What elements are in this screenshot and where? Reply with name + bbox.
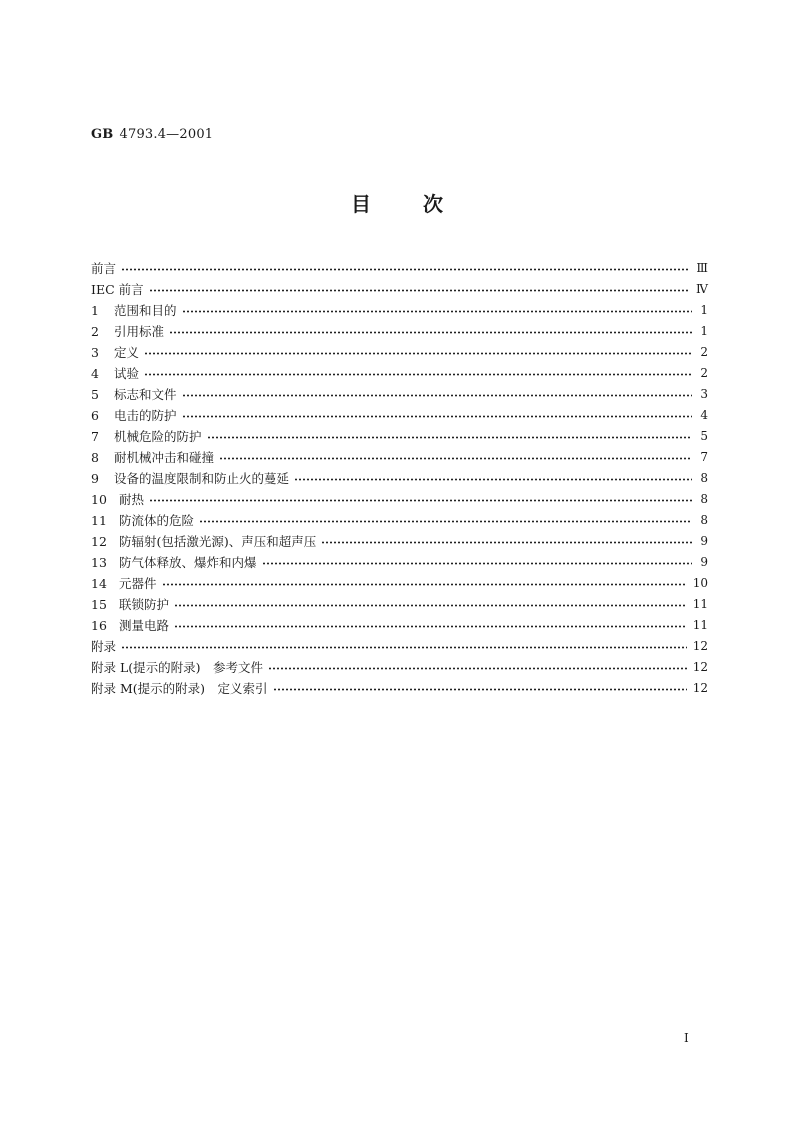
toc-entry-number: 10: [91, 492, 107, 507]
toc-leader-dots: [169, 331, 692, 334]
toc-entry-page: 4: [700, 408, 708, 422]
toc-entry-label: 耐机械冲击和碰撞: [114, 450, 215, 465]
toc-entry-number: 14: [91, 576, 107, 591]
toc-entry[interactable]: [91, 384, 708, 405]
toc-leader-dots: [273, 688, 687, 691]
toc-leader-dots: [144, 352, 692, 355]
toc-entry-label: 定义: [114, 345, 140, 360]
toc-entry-page: 1: [700, 303, 708, 317]
toc-entry[interactable]: [91, 321, 708, 342]
toc-leader-dots: [182, 310, 692, 313]
toc-entry-page: 12: [692, 660, 708, 674]
toc-leader-dots: [121, 268, 690, 271]
toc-entry-label: 范围和目的: [114, 303, 177, 318]
toc-entry-page: 9: [700, 534, 708, 548]
toc-entry-label: 元器件: [119, 576, 157, 591]
toc-leader-dots: [182, 415, 692, 418]
toc-entry-number: 13: [91, 555, 107, 570]
toc-entry-page: 2: [700, 366, 708, 380]
toc-leader-dots: [321, 541, 692, 544]
toc-entry-number: 15: [91, 597, 107, 612]
toc-entry-label: 联锁防护: [119, 597, 170, 612]
toc-entry-label: 耐热: [119, 492, 145, 507]
toc-entry-label: IEC 前言: [91, 282, 144, 297]
toc-entry[interactable]: [91, 300, 708, 321]
toc-leader-dots: [174, 604, 687, 607]
toc-entry-label: 引用标准: [114, 324, 165, 339]
toc-entry-label: 附录: [91, 639, 117, 654]
toc-entry[interactable]: [91, 405, 708, 426]
toc-entry-page: 7: [700, 450, 708, 464]
toc-entry-page: 10: [692, 576, 708, 590]
page-number: I: [684, 1031, 689, 1045]
toc-entry-number: 1: [91, 303, 99, 318]
toc-entry[interactable]: [91, 342, 708, 363]
toc-leader-dots: [121, 646, 687, 649]
toc-entry-label: 附录 L(提示的附录) 参考文件: [91, 660, 264, 675]
toc-entry-page: 12: [692, 681, 708, 695]
toc-entry[interactable]: [91, 594, 708, 615]
toc-leader-dots: [207, 436, 692, 439]
toc-leader-dots: [149, 289, 690, 292]
toc-entry[interactable]: [91, 258, 708, 279]
toc-entry-number: 2: [91, 324, 99, 339]
toc-entry-page: 9: [700, 555, 708, 569]
toc-entry-page: 5: [700, 429, 708, 443]
toc-entry-label: 防气体释放、爆炸和内爆: [119, 555, 257, 570]
toc-entry-label: 防流体的危险: [119, 513, 195, 528]
toc-leader-dots: [199, 520, 692, 523]
toc-entry[interactable]: [91, 279, 708, 300]
toc-leader-dots: [174, 625, 687, 628]
toc-entry-page: 11: [692, 618, 708, 632]
toc-leader-dots: [262, 562, 692, 565]
toc-leader-dots: [144, 373, 692, 376]
toc-entry[interactable]: [91, 615, 708, 636]
standard-prefix: GB: [91, 127, 114, 142]
toc-entry-label: 标志和文件: [114, 387, 177, 402]
toc-leader-dots: [182, 394, 692, 397]
standard-number: 4793.4—2001: [119, 127, 214, 142]
toc-entry-label: 电击的防护: [114, 408, 177, 423]
toc-entry-label: 前言: [91, 261, 117, 276]
toc-entry-page: 8: [700, 471, 708, 485]
toc-entry-number: 6: [91, 408, 99, 423]
toc-leader-dots: [149, 499, 692, 502]
toc-leader-dots: [294, 478, 692, 481]
toc-entry-page: 2: [700, 345, 708, 359]
toc-entry[interactable]: [91, 489, 708, 510]
toc-entry-number: 12: [91, 534, 107, 549]
toc-entry-number: 11: [91, 513, 107, 528]
toc-entry[interactable]: [91, 636, 708, 657]
toc-entry[interactable]: [91, 678, 708, 699]
toc-entry[interactable]: [91, 573, 708, 594]
toc-entry-number: 5: [91, 387, 99, 402]
toc-entry[interactable]: [91, 426, 708, 447]
toc-entry-label: 防辐射(包括激光源)、声压和超声压: [119, 534, 317, 549]
toc-leader-dots: [219, 457, 692, 460]
table-of-contents: [91, 258, 708, 699]
toc-entry-page: 1: [700, 324, 708, 338]
toc-entry-number: 16: [91, 618, 107, 633]
toc-entry-page: 11: [692, 597, 708, 611]
toc-entry-page: Ⅳ: [696, 282, 708, 296]
toc-entry-page: 3: [700, 387, 708, 401]
toc-entry-label: 试验: [114, 366, 140, 381]
toc-entry-page: 8: [700, 492, 708, 506]
toc-entry-number: 9: [91, 471, 99, 486]
toc-leader-dots: [162, 583, 687, 586]
toc-entry[interactable]: [91, 657, 708, 678]
toc-entry-label: 设备的温度限制和防止火的蔓延: [114, 471, 290, 486]
toc-entry-number: 3: [91, 345, 99, 360]
toc-entry-page: Ⅲ: [696, 261, 708, 275]
toc-entry-label: 附录 M(提示的附录) 定义索引: [91, 681, 268, 696]
toc-entry-page: 8: [700, 513, 708, 527]
toc-entry-page: 12: [692, 639, 708, 653]
toc-entry-label: 机械危险的防护: [114, 429, 202, 444]
standard-code: [91, 127, 213, 142]
page-title: 目次: [351, 192, 495, 216]
toc-leader-dots: [268, 667, 687, 670]
toc-entry-number: 7: [91, 429, 99, 444]
toc-entry-label: 测量电路: [119, 618, 170, 633]
toc-entry-number: 4: [91, 366, 99, 381]
toc-entry[interactable]: [91, 531, 708, 552]
toc-entry[interactable]: [91, 447, 708, 468]
toc-entry[interactable]: [91, 510, 708, 531]
toc-entry[interactable]: [91, 552, 708, 573]
toc-entry[interactable]: [91, 468, 708, 489]
toc-entry[interactable]: [91, 363, 708, 384]
toc-entry-number: 8: [91, 450, 99, 465]
